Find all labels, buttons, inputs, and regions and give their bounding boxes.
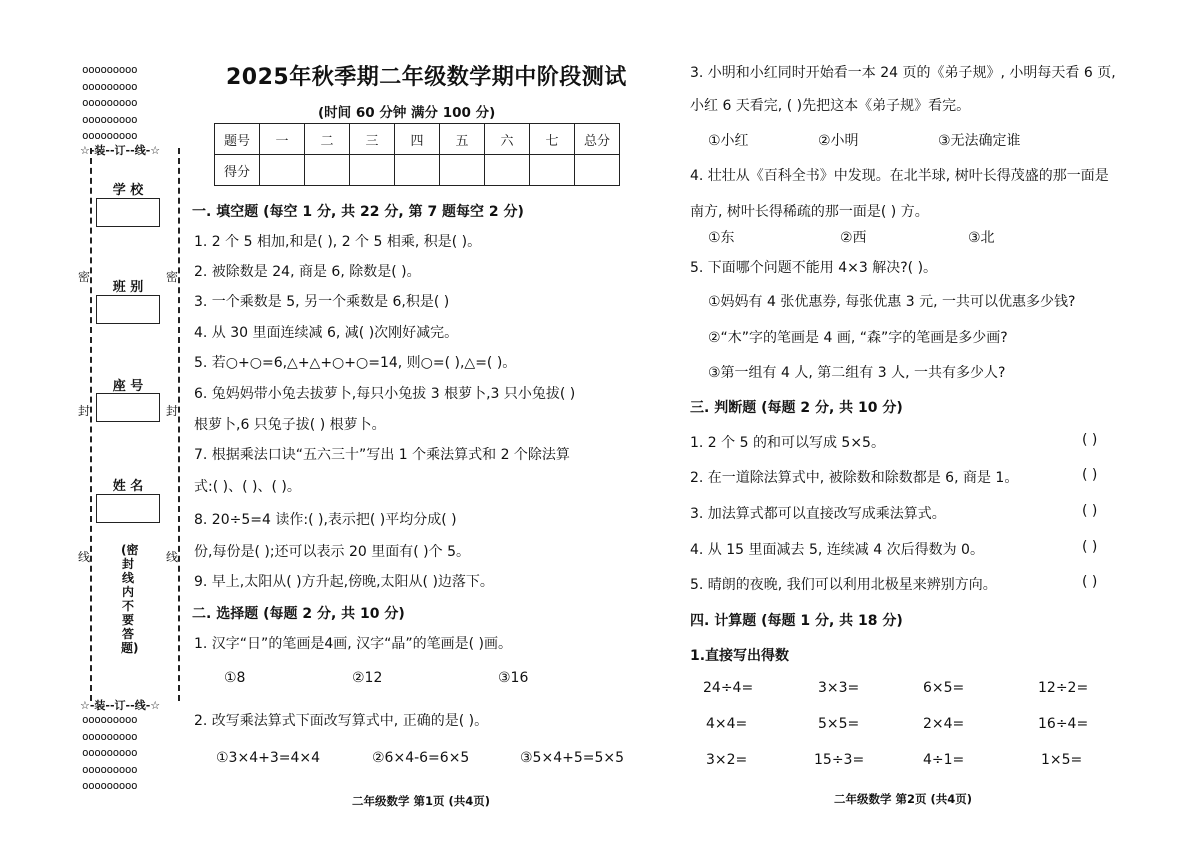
- score-header-cell: 总分: [575, 124, 620, 155]
- score-header-cell: 三: [350, 124, 395, 155]
- seal-box: [90, 148, 180, 701]
- question: 3. 一个乘数是 5, 另一个乘数是 6,积是( ): [194, 294, 450, 310]
- seat-field[interactable]: [96, 393, 160, 422]
- school-label: 学 校: [112, 183, 144, 198]
- school-field[interactable]: [96, 198, 160, 227]
- question: 4. 壮壮从《百科全书》中发现。在北半球, 树叶长得茂盛的那一面是: [690, 168, 1109, 184]
- choice-option: ③北: [968, 230, 995, 246]
- choice-option: ①小红: [708, 133, 749, 149]
- seal-char-left: 封: [78, 404, 91, 418]
- page-footer: 二年级数学 第2页 (共4页): [834, 792, 973, 806]
- judge-question: 1. 2 个 5 的和可以写成 5×5。: [690, 435, 885, 451]
- question: 9. 早上,太阳从( )方升起,傍晚,太阳从( )边落下。: [194, 574, 494, 590]
- name-label: 姓 名: [112, 479, 144, 494]
- exam-subtitle: (时间 60 分钟 满分 100 分): [318, 105, 496, 121]
- score-header-cell: 一: [260, 124, 305, 155]
- question: 2. 改写乘法算式下面改写算式中, 正确的是( )。: [194, 713, 489, 729]
- page-footer: 二年级数学 第1页 (共4页): [352, 794, 491, 808]
- choice-option: ①3×4+3=4×4: [216, 750, 321, 766]
- score-header-cell: 二: [305, 124, 350, 155]
- question-continued: 根萝卜,6 只兔子拔( ) 根萝卜。: [194, 417, 386, 433]
- score-table-score-row: [215, 155, 620, 186]
- question-continued: 小红 6 天看完, ( )先把这本《弟子规》看完。: [690, 98, 971, 114]
- calc-item: 3×2=: [706, 752, 748, 768]
- question: 5. 若○+○=6,△+△+○+○=14, 则○=( ),△=( )。: [194, 355, 517, 371]
- question: 3. 小明和小红同时开始看一本 24 页的《弟子规》, 小明每天看 6 页,: [690, 65, 1116, 81]
- exam-title: 2025年秋季期二年级数学期中阶段测试: [226, 65, 627, 90]
- section-3-title: 三. 判断题 (每题 2 分, 共 10 分): [690, 400, 903, 416]
- seal-char-left: 线: [78, 550, 91, 564]
- question-continued: 式:( )、( )、( )。: [194, 479, 301, 495]
- score-cell[interactable]: [440, 155, 485, 186]
- score-header-cell: 七: [530, 124, 575, 155]
- score-cell[interactable]: [530, 155, 575, 186]
- judge-question: 2. 在一道除法算式中, 被除数和除数都是 6, 商是 1。: [690, 470, 1019, 486]
- calc-item: 24÷4=: [703, 680, 754, 696]
- class-field[interactable]: [96, 295, 160, 324]
- score-cell[interactable]: [260, 155, 305, 186]
- score-header-cell: 题号: [215, 124, 260, 155]
- binding-line-bottom: ☆-装--订--线-☆: [80, 699, 161, 712]
- score-header-cell: 五: [440, 124, 485, 155]
- name-field[interactable]: [96, 494, 160, 523]
- calc-item: 5×5=: [818, 716, 860, 732]
- score-table-header-row: [215, 124, 620, 155]
- score-header-cell: 四: [395, 124, 440, 155]
- section-4-subtitle: 1.直接写出得数: [690, 648, 790, 664]
- judge-answer-bracket[interactable]: ( ): [1082, 432, 1098, 448]
- calc-item: 15÷3=: [814, 752, 865, 768]
- score-cell[interactable]: [485, 155, 530, 186]
- question: 4. 从 30 里面连续减 6, 减( )次刚好减完。: [194, 325, 459, 341]
- judge-answer-bracket[interactable]: ( ): [1082, 503, 1098, 519]
- calc-item: 4×4=: [706, 716, 748, 732]
- choice-option: ③5×4+5=5×5: [520, 750, 625, 766]
- question: 1. 汉字“日”的笔画是4画, 汉字“晶”的笔画是( )画。: [194, 636, 512, 652]
- choice-option: ①妈妈有 4 张优惠券, 每张优惠 3 元, 一共可以优惠多少钱?: [708, 294, 1076, 310]
- question-continued: 份,每份是( );还可以表示 20 里面有( )个 5。: [194, 544, 470, 560]
- question: 2. 被除数是 24, 商是 6, 除数是( )。: [194, 264, 421, 280]
- calc-item: 3×3=: [818, 680, 860, 696]
- circle-pattern-bottom: ooooooooo ooooooooo ooooooooo ooooooooo ooooooooo: [82, 713, 138, 792]
- question: 5. 下面哪个问题不能用 4×3 解决?( )。: [690, 260, 938, 276]
- section-2-title: 二. 选择题 (每题 2 分, 共 10 分): [192, 606, 405, 622]
- binding-line-top: ☆-装--订--线-☆: [80, 144, 161, 157]
- circle-pattern-top: ooooooooo ooooooooo ooooooooo ooooooooo ooooooooo: [82, 63, 138, 142]
- judge-answer-bracket[interactable]: ( ): [1082, 467, 1098, 483]
- calc-item: 2×4=: [923, 716, 965, 732]
- score-table: [214, 123, 620, 186]
- score-cell[interactable]: [305, 155, 350, 186]
- score-header-cell: 六: [485, 124, 530, 155]
- score-cell[interactable]: [575, 155, 620, 186]
- seal-char-right: 封: [166, 404, 179, 418]
- choice-option: ③16: [498, 670, 529, 686]
- choice-option: ②6×4-6=6×5: [372, 750, 470, 766]
- choice-option: ②小明: [818, 133, 859, 149]
- seal-char-right: 密: [166, 270, 179, 284]
- choice-option: ③无法确定谁: [938, 133, 1021, 149]
- calc-item: 12÷2=: [1038, 680, 1089, 696]
- judge-question: 5. 晴朗的夜晚, 我们可以利用北极星来辨别方向。: [690, 577, 997, 593]
- section-1-title: 一. 填空题 (每空 1 分, 共 22 分, 第 7 题每空 2 分): [192, 204, 524, 220]
- section-4-title: 四. 计算题 (每题 1 分, 共 18 分): [690, 613, 903, 629]
- calc-item: 1×5=: [1041, 752, 1083, 768]
- calc-item: 6×5=: [923, 680, 965, 696]
- seal-char-left: 密: [78, 270, 91, 284]
- question: 7. 根据乘法口诀“五六三十”写出 1 个乘法算式和 2 个除法算: [194, 447, 570, 463]
- judge-answer-bracket[interactable]: ( ): [1082, 539, 1098, 555]
- class-label: 班 别: [112, 280, 144, 295]
- choice-option: ②“木”字的笔画是 4 画, “森”字的笔画是多少画?: [708, 330, 1008, 346]
- seal-char-right: 线: [166, 550, 179, 564]
- choice-option: ②西: [840, 230, 867, 246]
- question: 6. 兔妈妈带小兔去拔萝卜,每只小兔拔 3 根萝卜,3 只小兔拔( ): [194, 386, 576, 402]
- judge-question: 3. 加法算式都可以直接改写成乘法算式。: [690, 506, 946, 522]
- choice-option: ③第一组有 4 人, 第二组有 3 人, 一共有多少人?: [708, 365, 1006, 381]
- judge-question: 4. 从 15 里面减去 5, 连续减 4 次后得数为 0。: [690, 542, 984, 558]
- question: 1. 2 个 5 相加,和是( ), 2 个 5 相乘, 积是( )。: [194, 234, 482, 250]
- score-cell[interactable]: [350, 155, 395, 186]
- choice-option: ①8: [224, 670, 246, 686]
- score-row-label: 得分: [215, 155, 260, 186]
- choice-option: ①东: [708, 230, 735, 246]
- score-cell[interactable]: [395, 155, 440, 186]
- question-continued: 南方, 树叶长得稀疏的那一面是( ) 方。: [690, 204, 929, 220]
- question: 8. 20÷5=4 读作:( ),表示把( )平均分成( ): [194, 512, 457, 528]
- seat-label: 座 号: [112, 379, 144, 394]
- calc-item: 4÷1=: [923, 752, 965, 768]
- calc-item: 16÷4=: [1038, 716, 1089, 732]
- choice-option: ②12: [352, 670, 383, 686]
- judge-answer-bracket[interactable]: ( ): [1082, 574, 1098, 590]
- seal-note: (密封线内不要答题): [121, 543, 139, 655]
